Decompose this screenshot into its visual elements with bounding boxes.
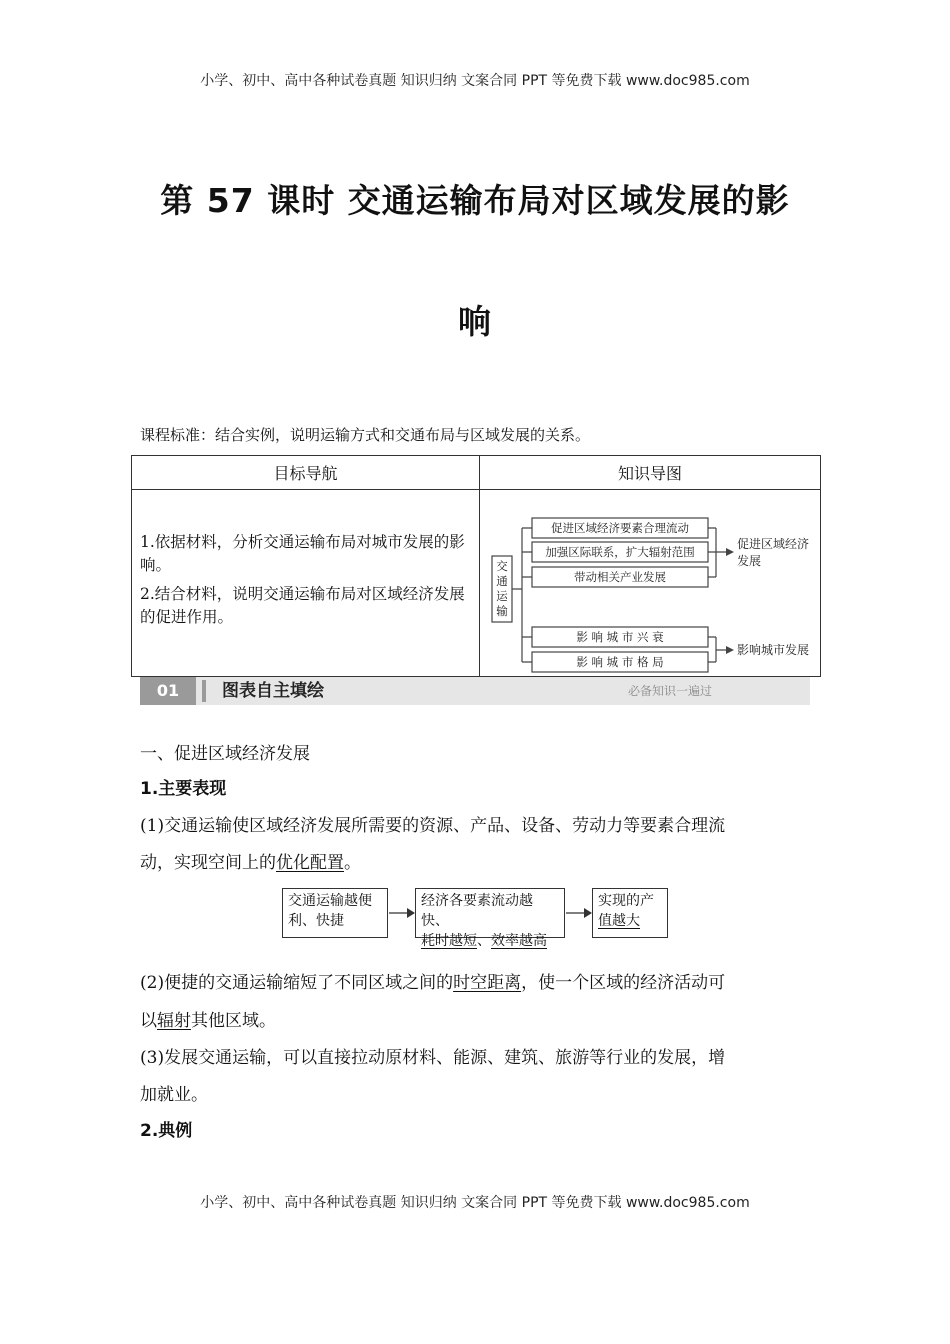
answer-underline: 辐射 [157,1011,191,1031]
table-header-goals: 目标导航 [132,456,480,490]
mindmap-right-bracket-2 [708,637,726,662]
goals-table [131,455,821,677]
mindmap-arrow-2 [726,646,734,654]
flow-arrow-1 [388,888,416,938]
table-header-mindmap: 知识导图 [480,456,821,490]
flow-box-1: 交通运输越便 利、快捷 [282,888,388,938]
mindmap-left-bracket [512,528,532,662]
mindmap-arrow-1 [726,548,734,556]
paragraph-3-line-2: 加就业。 [140,1085,208,1105]
page-title-line1: 第 57 课时 交通运输布局对区域发展的影 [160,181,790,220]
mindmap-item-3: 带动相关产业发展 [574,570,666,584]
mindmap-outcome-1b: 发展 [737,554,762,568]
goal-item-1: 1.依据材料，分析交通运输布局对城市发展的影响。 [140,533,465,574]
course-standard: 课程标准：结合实例，说明运输方式和交通布局与区域发展的关系。 [140,426,591,444]
mindmap-root-1: 交 [496,559,508,573]
mindmap-item-5: 影 响 城 市 格 局 [576,655,664,669]
flow-box-3: 实现的产 值越大 [592,888,668,938]
answer-underline: 优化配置 [276,853,344,873]
banner-right-text: 必备知识一遍过 [627,684,712,698]
goals-cell [132,490,480,677]
answer-underline: 时空距离 [453,973,522,993]
paragraph-3-line-1: (3)发展交通运输，可以直接拉动原材料、能源、建筑、旅游等行业的发展，增 [140,1048,726,1068]
page-header: 小学、初中、高中各种试卷真题 知识归纳 文案合同 PPT 等免费下载 www.doc985.com [200,73,750,89]
subheading-main-performance: 1.主要表现 [140,779,227,799]
paragraph-1-line-1: (1)交通运输使区域经济发展所需要的资源、产品、设备、劳动力等要素合理流 [140,816,726,836]
svg-text:运: 运 [496,589,508,603]
mindmap-item-4: 影 响 城 市 兴 衰 [576,630,664,644]
subheading-example: 2.典例 [140,1121,193,1141]
flow-arrow-2 [565,888,593,938]
page-title-line2: 响 [458,302,492,341]
paragraph-2-line-1: (2)便捷的交通运输缩短了不同区域之间的时空距离，使一个区域的经济活动可 [140,973,726,993]
goal-item-2: 2.结合材料，说明交通运输布局对区域经济发展的促进作用。 [140,585,465,626]
mindmap-right-bracket-1 [708,528,726,577]
mindmap-outcome-1a: 促进区域经济 [737,537,810,551]
banner-number: 01 [140,677,196,705]
banner-label: 图表自主填绘 [222,681,324,701]
mindmap-outcome-2: 影响城市发展 [737,643,810,657]
flow-box-2: 经济各要素流动越快、 耗时越短、效率越高 [415,888,565,938]
mindmap-cell [480,490,821,677]
paragraph-2-line-2: 以辐射其他区域。 [140,1011,276,1031]
flow-diagram [282,888,668,949]
mindmap-item-2: 加强区际联系，扩大辐射范围 [545,545,695,559]
page-footer: 小学、初中、高中各种试卷真题 知识归纳 文案合同 PPT 等免费下载 www.doc985.com [200,1195,750,1211]
section-heading: 一、促进区域经济发展 [140,744,310,764]
banner-divider [202,680,206,702]
mindmap-diagram [480,490,821,676]
paragraph-1-line-2: 动，实现空间上的优化配置。 [140,853,361,873]
mindmap-item-1: 促进区域经济要素合理流动 [551,521,689,535]
section-banner [140,677,810,705]
svg-text:输: 输 [496,604,508,618]
svg-text:通: 通 [496,574,508,588]
